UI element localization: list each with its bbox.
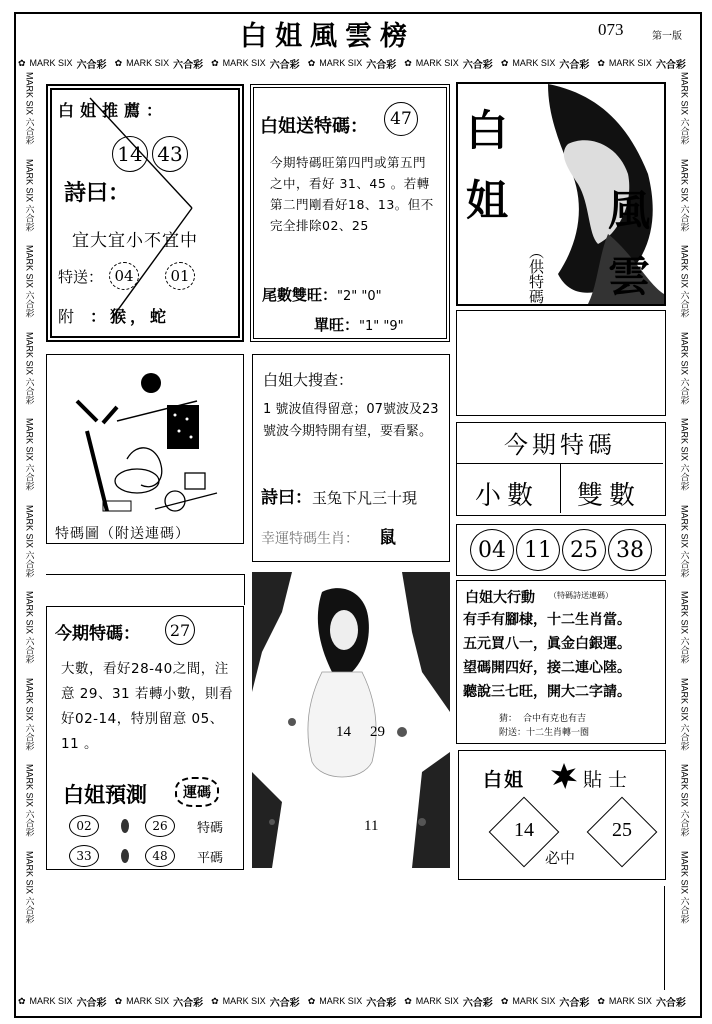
lucky-value: 鼠 (379, 528, 396, 548)
lucky-row (261, 523, 396, 548)
special-gift-body: 今期特碼旺第四門或第五門之中，看好 31、45 。若轉第二門剛看好18、13。但不完全排除02、25 (270, 155, 434, 233)
forecast-row1-label: 特碼 (197, 820, 224, 836)
forecast-row-1 (69, 815, 223, 837)
strip-cjk: 六合彩 (269, 59, 300, 71)
strip-text: MARK SIX 六合彩 (24, 72, 35, 145)
gift-label: 附送： (499, 728, 527, 738)
strip-latin: MARK SIX (126, 996, 170, 1006)
guess-text: 合中有克也有吉 (523, 714, 587, 724)
strip-text: MARK SIX 六合彩 (679, 677, 690, 751)
action-subtitle: （特碼詩送連碼） (549, 591, 613, 600)
strip-latin: MARK SIX (222, 58, 266, 68)
action-line-1: 有手有腳棣，十二生肖當。 (463, 612, 631, 628)
strip-latin: MARK SIX (415, 58, 459, 68)
flower-icon: ✿ (597, 995, 605, 1006)
strip-text: MARK SIX 六合彩 (24, 245, 35, 318)
single-label: 單旺： (314, 316, 360, 334)
this-issue-panel (456, 422, 666, 516)
guess-row (499, 711, 586, 724)
splash-icon (551, 763, 577, 789)
cartoon-illustration (57, 361, 235, 513)
flower-icon: ✿ (114, 995, 123, 1006)
flower-icon: ✿ (18, 995, 26, 1006)
recommend-number-1: 14 (112, 136, 148, 172)
left-border-strip (20, 72, 40, 990)
picture-caption: 特碼圖（附送連碼） (55, 526, 190, 542)
photo-number-1: 14 (336, 724, 351, 740)
this-issue-left: 小數 (475, 481, 540, 511)
woman-photo (252, 572, 450, 868)
recommend-number-2: 43 (152, 136, 188, 172)
search-poem-text: 玉兔下凡三十現 (312, 489, 418, 507)
action-line-4: 聽說三七旺，開大二字請。 (463, 684, 631, 700)
strip-cjk: 六合彩 (366, 59, 397, 71)
flower-icon: ✿ (307, 57, 316, 68)
strip-cjk: 六合彩 (655, 59, 686, 71)
tips-title-right: 貼士 (583, 769, 634, 791)
search-panel (252, 354, 450, 562)
smudge-icon (121, 819, 129, 833)
cover-panel (456, 82, 666, 306)
strip-cjk: 六合彩 (462, 997, 493, 1009)
strip-latin: MARK SIX (415, 996, 459, 1006)
flower-icon: ✿ (404, 57, 412, 68)
flower-icon: ✿ (18, 57, 26, 68)
tips-title-left: 白姐 (483, 769, 526, 791)
strip-latin: MARK SIX (608, 996, 652, 1006)
forecast-row2-right: 48 (145, 845, 175, 867)
action-line-2: 五元買八一，眞金白銀運。 (463, 636, 631, 652)
today-body: 大數，看好28-40之間，注意 29、31 若轉小數，則看好02-14，特別留意 05、11 。 (61, 661, 233, 752)
photo-number-3: 11 (364, 818, 379, 834)
issue-number-1: 04 (470, 529, 514, 571)
strip-cjk: 六合彩 (173, 59, 204, 71)
strip-text: MARK SIX 六合彩 (679, 764, 690, 837)
strip-text: MARK SIX 六合彩 (24, 158, 35, 232)
left-column-divider (46, 574, 245, 605)
strip-cjk: 六合彩 (559, 59, 590, 71)
note-text: ：猴，蛇 (90, 307, 171, 326)
strip-cjk: 六合彩 (655, 997, 686, 1009)
strip-latin: MARK SIX (319, 996, 363, 1006)
strip-text: MARK SIX 六合彩 (679, 245, 690, 318)
note-row (58, 304, 170, 327)
recommend-panel (46, 84, 244, 342)
strip-cjk: 六合彩 (76, 997, 107, 1009)
cover-sub: （供特碼 (527, 244, 545, 304)
tail-label: 尾數雙旺： (262, 286, 338, 304)
forecast-row-2 (69, 845, 223, 867)
strip-cjk: 六合彩 (559, 997, 590, 1009)
right-border-strip (674, 72, 696, 990)
gift-text: 十二生肖轉一圈 (526, 728, 590, 738)
issue-number-2: 11 (516, 529, 560, 571)
strip-cjk: 六合彩 (366, 997, 397, 1009)
strip-text: MARK SIX 六合彩 (24, 331, 35, 405)
guess-label: 猜： (499, 714, 518, 724)
photo-number-2: 29 (370, 724, 385, 740)
flower-icon: ✿ (404, 995, 412, 1006)
strip-text: MARK SIX 六合彩 (679, 331, 690, 405)
strip-text: MARK SIX 六合彩 (679, 158, 690, 232)
flower-icon: ✿ (500, 57, 509, 68)
strip-latin: MARK SIX (126, 58, 170, 68)
this-issue-numbers (456, 524, 666, 576)
this-issue-right: 雙數 (577, 481, 642, 511)
forecast-row1-left: 02 (69, 815, 99, 837)
bottom-right-divider (664, 886, 665, 990)
strip-text: MARK SIX 六合彩 (679, 591, 690, 664)
search-body: 1 號波值得留意；07號波及23 號波今期特開有望，要看緊。 (263, 402, 439, 439)
bottom-border-strip (18, 994, 686, 1009)
issue-number: 073 (598, 20, 624, 39)
lucky-label: 幸運特碼生肖： (261, 531, 359, 547)
flower-icon: ✿ (211, 995, 219, 1006)
strip-text: MARK SIX 六合彩 (679, 850, 690, 924)
tips-number-1: 14 (514, 819, 534, 841)
strip-latin: MARK SIX (608, 58, 652, 68)
search-title: 白姐大搜查： (263, 371, 354, 389)
action-line-3: 望碼開四好，接二連心陸。 (463, 660, 631, 676)
strip-text: MARK SIX 六合彩 (24, 418, 35, 491)
flower-icon: ✿ (114, 57, 123, 68)
photo-panel (252, 572, 450, 868)
strip-latin: MARK SIX (512, 58, 556, 68)
search-poem-row (261, 483, 417, 508)
gift-row (499, 725, 589, 738)
flower-icon: ✿ (597, 57, 605, 68)
tips-panel (458, 750, 666, 880)
cover-char-4: 雲 (608, 252, 651, 301)
forecast-row1-right: 26 (145, 815, 175, 837)
this-issue-divider-v (560, 463, 561, 513)
cover-char-3: 風 (608, 186, 651, 235)
picture-panel (46, 354, 244, 544)
strip-latin: MARK SIX (222, 996, 266, 1006)
strip-latin: MARK SIX (29, 58, 73, 68)
strip-latin: MARK SIX (319, 58, 363, 68)
today-title: 今期特碼： (55, 624, 140, 644)
blank-box (456, 310, 666, 416)
flower-icon: ✿ (307, 995, 316, 1006)
strip-text: MARK SIX 六合彩 (24, 850, 35, 924)
forecast-row2-left: 33 (69, 845, 99, 867)
special-row (58, 262, 195, 290)
forecast-tag: 運碼 (175, 777, 219, 807)
strip-cjk: 六合彩 (76, 59, 107, 71)
strip-latin: MARK SIX (29, 996, 73, 1006)
cover-char-1: 白 (466, 106, 509, 155)
top-border-strip (18, 56, 686, 71)
issue-number-3: 25 (562, 529, 606, 571)
forecast-title: 白姐預測 (63, 783, 147, 807)
tips-number-2: 25 (612, 819, 632, 841)
strip-text: MARK SIX 六合彩 (24, 504, 35, 578)
special-label: 特送： (58, 267, 104, 286)
diagonal-line-decor (52, 90, 238, 336)
tips-center: 必中 (545, 849, 576, 867)
recommend-label: 白姐推薦： (58, 101, 169, 120)
special-gift-title: 白姐送特碼： (260, 116, 368, 137)
tail-values: "2" "0" (337, 289, 382, 304)
cover-char-2: 姐 (466, 176, 509, 225)
recommend-numbers (112, 136, 188, 172)
flower-icon: ✿ (500, 995, 509, 1006)
strip-text: MARK SIX 六合彩 (679, 72, 690, 145)
strip-text: MARK SIX 六合彩 (24, 591, 35, 664)
special-gift-panel (250, 84, 450, 342)
flower-icon: ✿ (211, 57, 219, 68)
single-values: "1" "9" (359, 319, 404, 334)
strip-cjk: 六合彩 (173, 997, 204, 1009)
smudge-icon (121, 849, 129, 863)
special-gift-number: 47 (384, 102, 418, 136)
action-panel (456, 580, 666, 744)
this-issue-title: 今期特碼 (504, 431, 616, 459)
strip-text: MARK SIX 六合彩 (24, 764, 35, 837)
special-number-1: 04 (109, 262, 139, 290)
poem-line: 宜大宜小不宜中 (72, 231, 198, 251)
tail-row (262, 284, 382, 305)
strip-cjk: 六合彩 (269, 997, 300, 1009)
page-title: 白姐風雲榜 (240, 21, 415, 52)
today-number: 27 (165, 615, 195, 645)
issue-number-4: 38 (608, 529, 652, 571)
search-poem-label: 詩曰： (261, 488, 312, 508)
action-title: 白姐大行動 (465, 590, 535, 606)
strip-text: MARK SIX 六合彩 (679, 418, 690, 491)
single-row (314, 314, 404, 335)
strip-latin: MARK SIX (512, 996, 556, 1006)
today-panel (46, 606, 244, 870)
strip-text: MARK SIX 六合彩 (679, 504, 690, 578)
edition-label: 第一版 (652, 31, 682, 42)
note-label: 附 (58, 307, 75, 326)
forecast-row2-label: 平碼 (197, 850, 224, 866)
strip-text: MARK SIX 六合彩 (24, 677, 35, 751)
poem-label: 詩曰： (64, 181, 131, 206)
special-number-2: 01 (165, 262, 195, 290)
strip-cjk: 六合彩 (462, 59, 493, 71)
